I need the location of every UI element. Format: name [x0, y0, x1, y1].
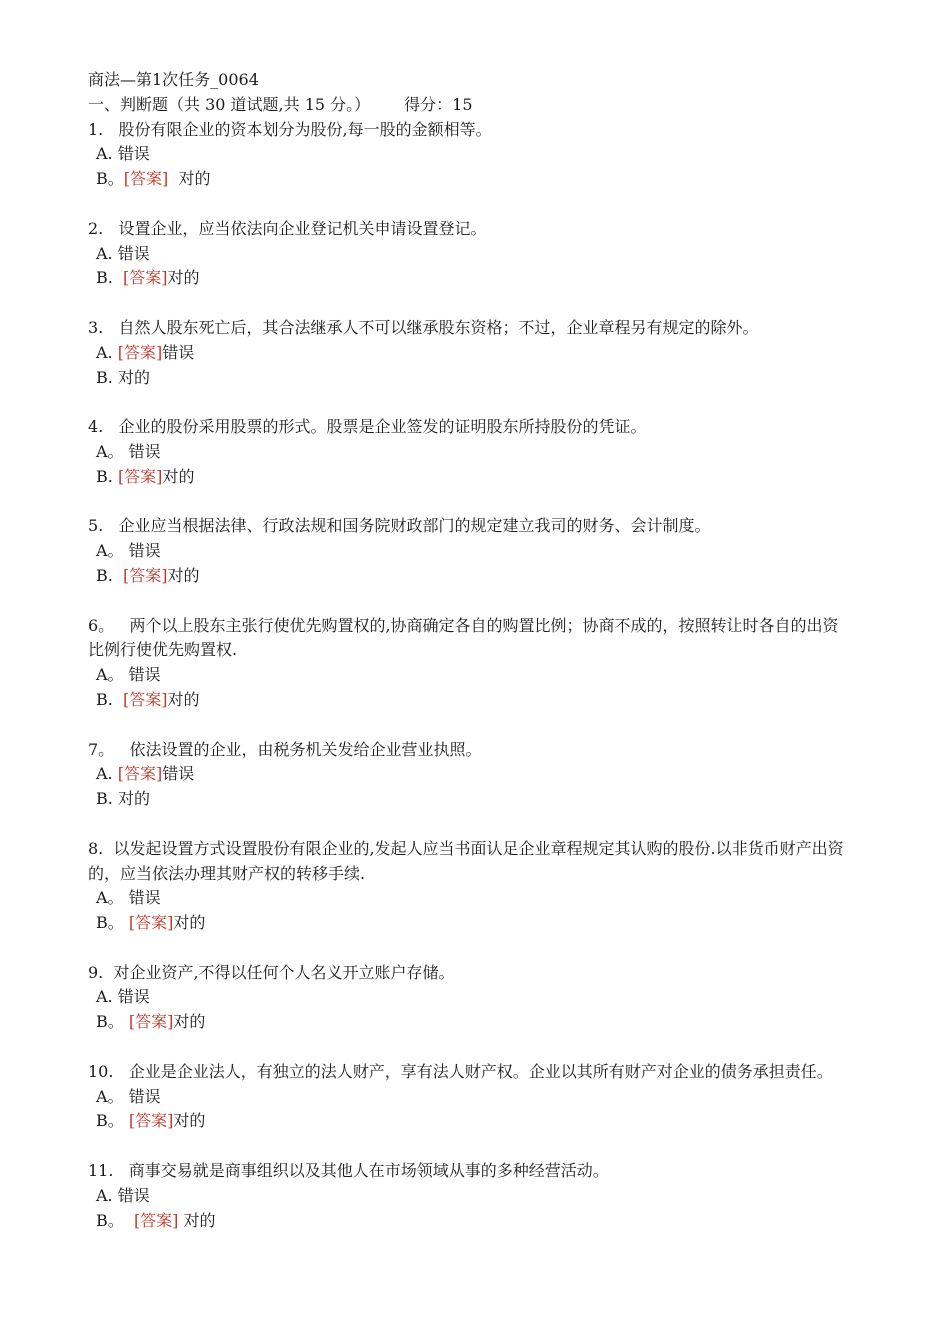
- question-spacer: [113, 1062, 128, 1081]
- question-text: [88, 217, 848, 242]
- question-item: [88, 1060, 848, 1134]
- question-body: 商事交易就是商事组织以及其他人在市场领域从事的多种经营活动。: [128, 1161, 609, 1181]
- question-body: 对企业资产,不得以任何个人名义开立账户存储。: [113, 962, 455, 982]
- answer-mark: [答案]: [123, 689, 168, 709]
- answer-option: [88, 1109, 848, 1134]
- question-number: 4.: [88, 417, 104, 437]
- question-item: [88, 614, 848, 713]
- option-letter: A。: [96, 541, 129, 561]
- option-letter: B。: [96, 913, 129, 933]
- answer-option: [88, 366, 848, 391]
- answer-option: [88, 1085, 848, 1110]
- answer-option: [88, 911, 848, 936]
- question-number: 3.: [88, 317, 104, 337]
- question-body: 以发起设置方式设置股份有限企业的,发起人应当书面认足企业章程规定其认购的股份.以非货币财产出资的，应当依法办理其财产权的转移手续.: [88, 838, 844, 883]
- option-text: 错误: [128, 1086, 161, 1106]
- question-spacer: [114, 616, 129, 635]
- option-text: 错误: [117, 144, 150, 164]
- question-number: 5.: [88, 516, 104, 536]
- answer-option: [88, 465, 848, 490]
- question-text: [88, 738, 848, 763]
- question-item: [88, 217, 848, 291]
- option-letter: A。: [96, 888, 129, 908]
- question-text: [88, 514, 848, 539]
- answer-mark: [答案]: [117, 342, 163, 362]
- answer-option: [88, 787, 848, 812]
- option-text: 对的: [173, 1012, 206, 1032]
- answer-mark: [答案]: [117, 466, 163, 486]
- question-text: [88, 1159, 848, 1184]
- option-text: 对的: [167, 565, 200, 585]
- answer-option: [88, 1209, 848, 1234]
- question-list: [88, 118, 848, 1234]
- question-number: 1.: [88, 119, 104, 139]
- answer-option: [88, 762, 848, 787]
- option-text: 错误: [117, 243, 150, 263]
- answer-option: [88, 142, 848, 167]
- option-text: 对的: [117, 367, 150, 387]
- option-text: 对的: [173, 1111, 206, 1131]
- question-body: 依法设置的企业，由税务机关发给企业营业执照。: [129, 739, 482, 759]
- option-text: 对的: [168, 169, 211, 189]
- answer-option: [88, 440, 848, 465]
- question-text: [88, 118, 848, 143]
- question-spacer: [114, 740, 129, 759]
- answer-mark: [答案]: [128, 1111, 174, 1131]
- question-text: [88, 961, 848, 986]
- question-text: [88, 614, 848, 664]
- option-text: 错误: [128, 888, 161, 908]
- question-body: 企业的股份采用股票的形式。股票是企业签发的证明股东所持股份的凭证。: [118, 417, 647, 437]
- question-number: 11.: [88, 1161, 114, 1181]
- question-spacer: [103, 963, 113, 982]
- option-text: 错误: [117, 1185, 150, 1205]
- option-letter: A。: [96, 1086, 129, 1106]
- question-spacer: [113, 1161, 128, 1180]
- answer-mark: [答案]: [128, 913, 174, 933]
- answer-mark: [答案]: [133, 1210, 179, 1230]
- answer-mark: [答案]: [117, 764, 163, 784]
- answer-option: [88, 341, 848, 366]
- question-number: 10.: [88, 1061, 114, 1081]
- option-letter: A.: [96, 144, 118, 164]
- question-item: [88, 1159, 848, 1233]
- answer-option: [88, 886, 848, 911]
- option-letter: A.: [96, 1185, 118, 1205]
- score-label: 得分：15: [404, 94, 473, 114]
- question-item: [88, 837, 848, 936]
- answer-mark: [答案]: [123, 169, 169, 189]
- option-letter: A.: [96, 987, 118, 1007]
- option-text: 错误: [117, 987, 150, 1007]
- option-text: 错误: [128, 541, 161, 561]
- question-body: 企业应当根据法律、行政法规和国务院财政部门的规定建立我司的财务、会计制度。: [118, 516, 711, 536]
- option-letter: B.: [96, 565, 124, 585]
- document-title: 商法—第1次任务_0064: [88, 70, 259, 89]
- option-text: 对的: [167, 268, 200, 288]
- answer-option: [88, 1010, 848, 1035]
- option-text: 错误: [162, 342, 195, 362]
- option-letter: B.: [96, 789, 118, 809]
- answer-option: [88, 1184, 848, 1209]
- option-letter: A.: [96, 764, 118, 784]
- option-letter: A。: [96, 441, 129, 461]
- answer-option: [88, 688, 848, 713]
- question-body: 自然人股东死亡后，其合法继承人不可以继承股东资格；不过，企业章程另有规定的除外。: [118, 317, 759, 337]
- option-letter: B。: [96, 169, 124, 189]
- option-text: 对的: [117, 789, 150, 809]
- option-letter: B.: [96, 268, 124, 288]
- answer-mark: [答案]: [123, 268, 168, 288]
- question-item: [88, 514, 848, 588]
- question-spacer: [103, 120, 118, 139]
- answer-option: [88, 167, 848, 192]
- option-text: 对的: [162, 466, 195, 486]
- question-item: [88, 415, 848, 489]
- option-letter: A.: [96, 243, 118, 263]
- question-item: [88, 316, 848, 390]
- question-number: 6。: [88, 615, 115, 635]
- document-page: [88, 68, 848, 1258]
- option-text: 错误: [162, 764, 195, 784]
- question-spacer: [103, 839, 113, 858]
- option-text: 错误: [128, 441, 161, 461]
- question-number: 7。: [88, 739, 115, 759]
- option-letter: B.: [96, 689, 124, 709]
- section-heading: [88, 93, 848, 118]
- question-spacer: [103, 516, 118, 535]
- question-body: 设置企业，应当依法向企业登记机关申请设置登记。: [118, 218, 487, 238]
- answer-option: [88, 266, 848, 291]
- question-text: [88, 837, 848, 887]
- question-body: 两个以上股东主张行使优先购置权的,协商确定各自的购置比例；协商不成的，按照转让时各自的出资比例行使优先购置权.: [88, 615, 839, 660]
- option-text: 错误: [128, 665, 161, 685]
- question-number: 2.: [88, 218, 104, 238]
- answer-mark: [答案]: [123, 565, 168, 585]
- section-title: 一、判断题（共 30 道试题,共 15 分。）: [88, 94, 371, 114]
- question-number: 9.: [88, 962, 104, 982]
- question-spacer: [103, 219, 118, 238]
- option-text: 对的: [173, 913, 206, 933]
- answer-option: [88, 539, 848, 564]
- option-letter: B.: [96, 367, 118, 387]
- answer-option: [88, 985, 848, 1010]
- option-text: 对的: [178, 1210, 216, 1230]
- answer-option: [88, 242, 848, 267]
- question-item: [88, 961, 848, 1035]
- answer-option: [88, 663, 848, 688]
- question-text: [88, 415, 848, 440]
- question-text: [88, 1060, 848, 1085]
- question-spacer: [103, 318, 118, 337]
- question-body: 股份有限企业的资本划分为股份,每一股的金额相等。: [118, 119, 492, 139]
- question-item: [88, 738, 848, 812]
- option-text: 对的: [167, 689, 200, 709]
- option-letter: B.: [96, 466, 118, 486]
- option-letter: B。: [96, 1210, 134, 1230]
- option-letter: A。: [96, 665, 129, 685]
- question-body: 企业是企业法人，有独立的法人财产，享有法人财产权。企业以其所有财产对企业的债务承担责任。: [128, 1061, 833, 1081]
- option-letter: A.: [96, 342, 118, 362]
- question-item: [88, 118, 848, 192]
- question-spacer: [103, 417, 118, 436]
- option-letter: B。: [96, 1012, 129, 1032]
- answer-mark: [答案]: [128, 1012, 174, 1032]
- answer-option: [88, 564, 848, 589]
- question-number: 8.: [88, 838, 104, 858]
- option-letter: B。: [96, 1111, 129, 1131]
- question-text: [88, 316, 848, 341]
